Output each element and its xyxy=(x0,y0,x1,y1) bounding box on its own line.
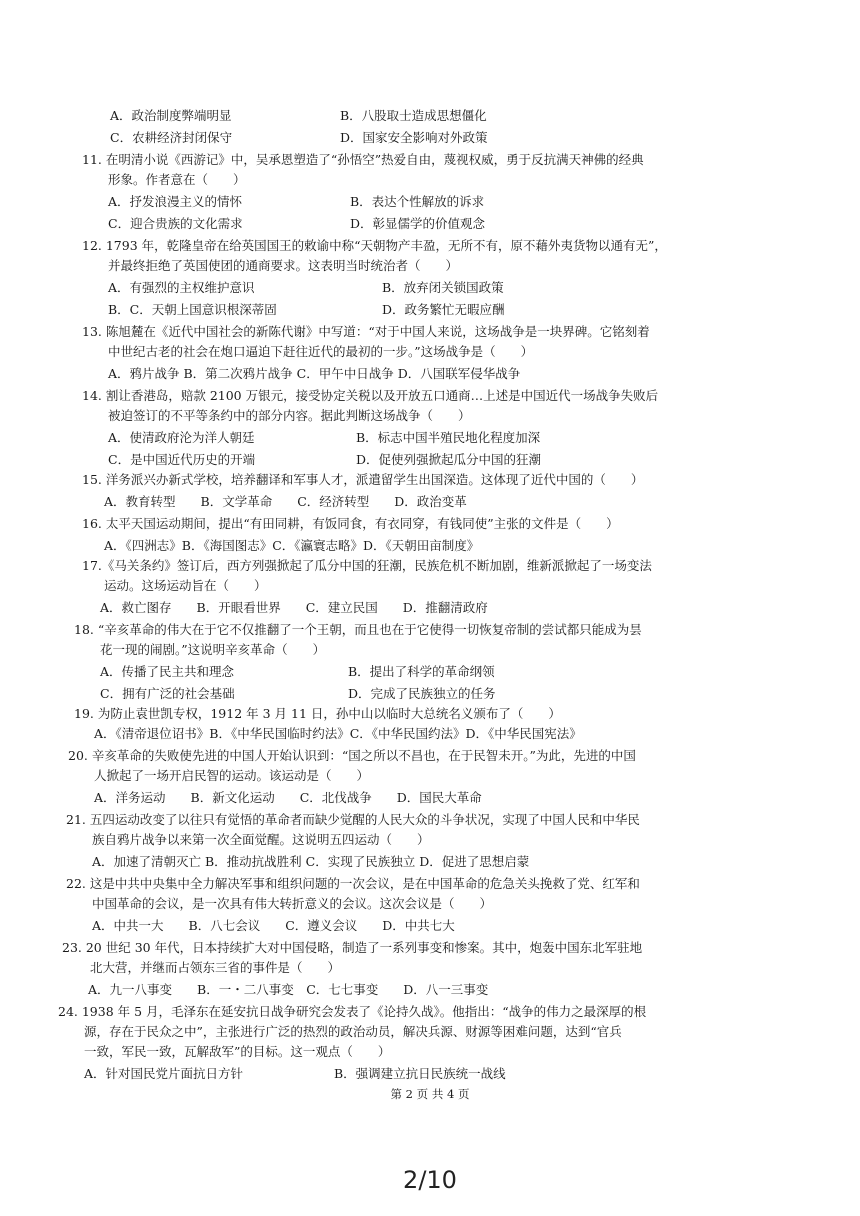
text-line: 21. 五四运动改变了以往只有觉悟的革命者而缺少觉醒的人民大众的斗争状况，实现了中国人民和中华民 xyxy=(66,812,640,827)
text-line: A．有强烈的主权维护意识 xyxy=(108,280,255,295)
text-line: 16. 太平天国运动期间，提出“有田同耕，有饭同食，有衣同穿，有钱同使”主张的文件是（ ） xyxy=(82,516,619,531)
text-line: C．拥有广泛的社会基础 xyxy=(100,686,235,701)
text-line: A．鸦片战争 B．第二次鸦片战争 C．甲午中日战争 D．八国联军侵华战争 xyxy=(108,366,521,381)
text-line: 花一现的闹剧。”这说明辛亥革命（ ） xyxy=(100,642,326,657)
text-line: D．国家安全影响对外政策 xyxy=(340,130,488,145)
text-line: B．放弃闭关锁国政策 xyxy=(382,280,504,295)
text-line: A．《清帝退位诏书》B．《中华民国临时约法》C．《中华民国约法》D．《中华民国宪法》 xyxy=(94,726,582,741)
text-line: A．中共一大 B．八七会议 C．遵义会议 D．中共七大 xyxy=(92,918,455,933)
text-line: 20. 辛亥革命的失败使先进的中国人开始认识到：“国之所以不昌也，在于民智未开。”为此，先进的中国 xyxy=(68,748,636,763)
text-line: 11. 在明清小说《西游记》中，吴承恩塑造了“孙悟空”热爱自由，蔑视权威，勇于反抗满天神佛的经典 xyxy=(82,152,644,167)
text-line: C．农耕经济封闭保守 xyxy=(110,130,233,145)
text-line: 一致，军民一致，瓦解敌军”的目标。这一观点（ ） xyxy=(84,1044,391,1059)
text-line: 人掀起了一场开启民智的运动。该运动是（ ） xyxy=(94,768,370,783)
text-line: A．使清政府沦为洋人朝廷 xyxy=(108,430,255,445)
text-line: D．彰显儒学的价值观念 xyxy=(350,216,486,231)
text-line: D．促使列强掀起瓜分中国的狂潮 xyxy=(356,452,542,467)
text-line: A．《四洲志》B．《海国图志》C．《瀛寰志略》D．《天朝田亩制度》 xyxy=(104,538,480,553)
text-line: 13. 陈旭麓在《近代中国社会的新陈代谢》中写道：“对于中国人来说，这场战争是一块界碑。它铭刻着 xyxy=(82,324,650,339)
text-line: C．是中国近代历史的开端 xyxy=(108,452,256,467)
text-line: 17.《马关条约》签订后，西方列强掀起了瓜分中国的狂潮，民族危机不断加剧，维新派掀起了一场变法 xyxy=(82,558,652,573)
text-line: B．八股取士造成思想僵化 xyxy=(340,108,487,123)
text-line: 并最终拒绝了英国使团的通商要求。这表明当时统治者（ ） xyxy=(108,258,459,273)
text-line: 源，存在于民众之中”，主张进行广泛的热烈的政治动员，解决兵源、财源等困难问题，达到“官兵 xyxy=(84,1024,622,1039)
text-line: A．教育转型 B．文学革命 C．经济转型 D．政治变革 xyxy=(104,494,467,509)
text-line: 12. 1793 年，乾隆皇帝在给英国国王的敕谕中称“天朝物产丰盈，无所不有，原不藉外夷货物以通有无”， xyxy=(82,238,667,253)
text-line: D．完成了民族独立的任务 xyxy=(348,686,496,701)
text-line: 中世纪古老的社会在炮口逼迫下赶往近代的最初的一步。”这场战争是（ ） xyxy=(108,344,534,359)
text-line: A．针对国民党片面抗日方针 xyxy=(84,1066,244,1081)
text-line: A．传播了民主共和理念 xyxy=(100,664,235,679)
text-line: 被迫签订的不平等条约中的部分内容。据此判断这场战争（ ） xyxy=(108,408,471,423)
text-line: C．迎合贵族的文化需求 xyxy=(108,216,243,231)
text-line: A．加速了清朝灭亡 B．推动抗战胜利 C．实现了民族独立 D．促进了思想启蒙 xyxy=(92,854,530,869)
text-line: A．政治制度弊端明显 xyxy=(110,108,232,123)
page-indicator: 2/10 xyxy=(403,1166,457,1194)
text-line: 24. 1938 年 5 月，毛泽东在延安抗日战争研究会发表了《论持久战》。他指出：“战争的伟力之最深厚的根 xyxy=(58,1004,647,1019)
text-line: A．九一八事变 B．一・二八事变 C．七七事变 D．八一三事变 xyxy=(88,982,489,997)
text-line: D．政务繁忙无暇应酬 xyxy=(382,302,505,317)
text-line: B．表达个性解放的诉求 xyxy=(350,194,485,209)
text-line: 23. 20 世纪 30 年代，日本持续扩大对中国侵略，制造了一系列事变和惨案。其中，炮轰中国东北军驻地 xyxy=(62,940,643,955)
text-line: B．强调建立抗日民族统一战线 xyxy=(334,1066,506,1081)
text-line: 15. 洋务派兴办新式学校，培养翻译和军事人才，派遣留学生出国深造。这体现了近代中国的（ ） xyxy=(82,472,644,487)
text-line: B．提出了科学的革命纲领 xyxy=(348,664,495,679)
text-line: 14. 割让香港岛，赔款 2100 万银元，接受协定关税以及开放五口通商…上述是中国近代一场战争失败后 xyxy=(82,388,659,403)
text-line: 18. “辛亥革命的伟大在于它不仅推翻了一个王朝，而且也在于它使得一切恢复帝制的尝试都只能成为昙 xyxy=(74,622,642,637)
text-line: A．救亡图存 B．开眼看世界 C．建立民国 D．推翻清政府 xyxy=(100,600,488,615)
text-line: 中国革命的会议，是一次具有伟大转折意义的会议。这次会议是（ ） xyxy=(92,896,493,911)
text-line: A．洋务运动 B．新文化运动 C．北伐战争 D．国民大革命 xyxy=(94,790,482,805)
text-line: 19. 为防止袁世凯专权，1912 年 3 月 11 日，孙中山以临时大总统名义颁布了（ ） xyxy=(74,706,561,721)
text-line: 形象。作者意在（ ） xyxy=(108,172,246,187)
text-line: B．C．天朝上国意识根深蒂固 xyxy=(108,302,277,317)
text-line: 北大营，并继而占领东三省的事件是（ ） xyxy=(90,960,341,975)
text-line: B．标志中国半殖民地化程度加深 xyxy=(356,430,541,445)
text-line: 运动。这场运动旨在（ ） xyxy=(104,578,267,593)
text-line: A．抒发浪漫主义的情怀 xyxy=(108,194,243,209)
text-line: 族自鸦片战争以来第一次全面觉醒。这说明五四运动（ ） xyxy=(92,832,430,847)
page-footer: 第 2 页 共 4 页 xyxy=(390,1087,470,1101)
text-line: 22. 这是中共中央集中全力解决军事和组织问题的一次会议，是在中国革命的危急关头挽救了党、红军和 xyxy=(66,876,640,891)
